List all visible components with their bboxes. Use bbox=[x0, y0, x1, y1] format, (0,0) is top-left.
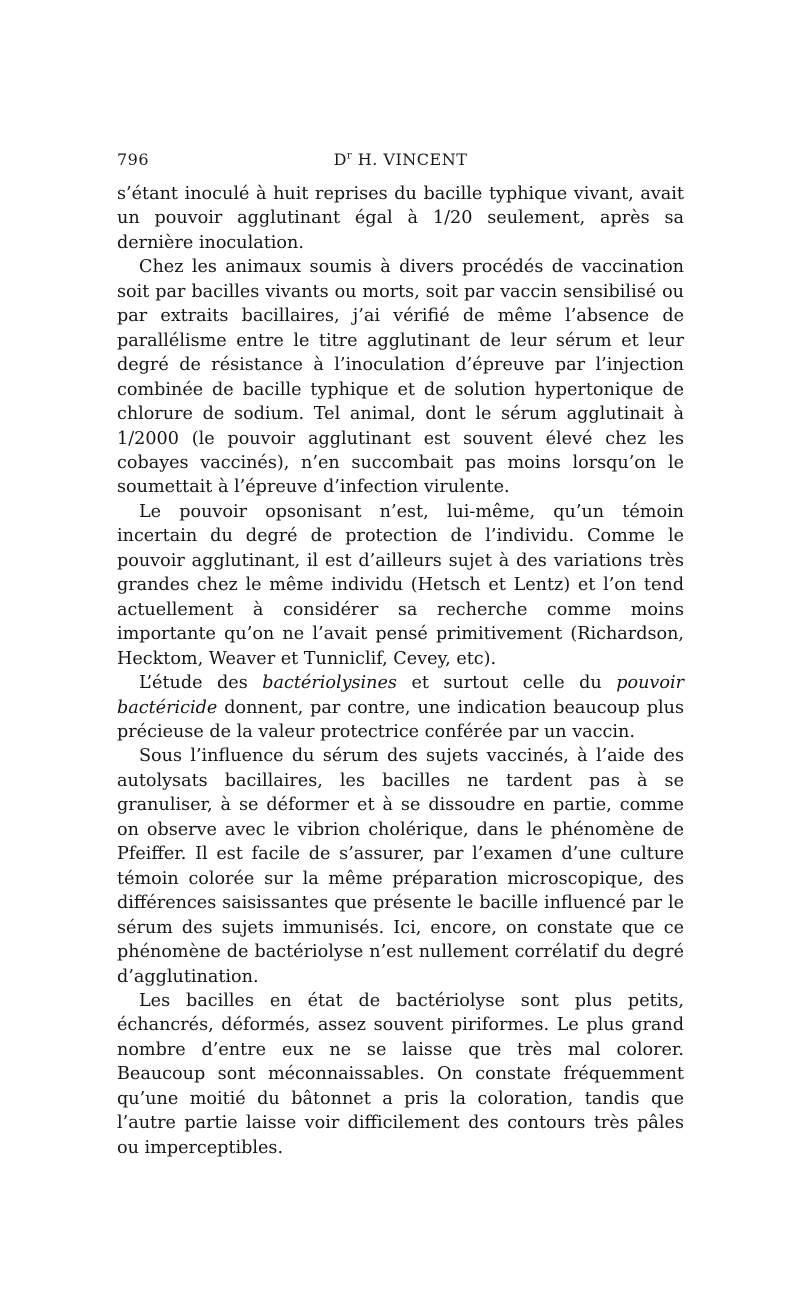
page-header bbox=[117, 150, 684, 174]
body-text bbox=[117, 182, 684, 1160]
paragraph-text-segment: et surtout celle du bbox=[396, 673, 617, 694]
paragraph-continued: s’étant inoculé à huit reprises du bacille typhique vivant, avait un pouvoir agglutinant égal à 1/20 seulement, après sa dernière inoculation. bbox=[117, 184, 684, 253]
author-prefix: D bbox=[333, 150, 347, 169]
italic-term-pouvoir-bactericide: pouvoir bactéricide bbox=[117, 673, 684, 718]
paragraph-text-segment: donnent, par contre, une indication beaucoup plus précieuse de la valeur protectrice conférée par un vaccin. bbox=[117, 697, 684, 742]
author-name: H. VINCENT bbox=[352, 150, 468, 169]
italic-term-bacteriolysines: bactériolysines bbox=[262, 673, 397, 694]
paragraph-bacteriolysis-state: Les bacilles en état de bactériolyse sont plus petits, échancrés, déformés, assez souvent piriformes. Le plus grand nombre d’entre eux ne se laisse que très mal colorer. Beaucoup sont méconnaissables. On constate fréquemment qu’une moitié du bâtonnet a pris la coloration, tandis que l’autre partie laisse voir difficilement des contours très pâles ou imperceptibles. bbox=[117, 990, 684, 1158]
page-number: 796 bbox=[117, 150, 150, 169]
paragraph-text-segment: L’étude des bbox=[139, 673, 263, 694]
running-title bbox=[117, 150, 684, 169]
paragraph-vaccination-animals: Chez les animaux soumis à divers procédés de vaccination soit par bacilles vivants ou morts, soit par vaccin sensibilisé ou par extraits bacillaires, j’ai vérifié de même l’absence de parallélisme entre le titre agglutinant de leur sérum et leur degré de résistance à l’inoculation d’épreuve par l’injection combinée de bacille typhique et de solution hypertonique de chlorure de sodium. Tel animal, dont le sérum agglutinait à 1/2000 (le pouvoir agglutinant est souvent élevé chez les cobayes vaccinés), n’en succombait pas moins lorsqu’on le soumettait à l’épreuve d’infection virulente. bbox=[117, 257, 684, 498]
author-prefix-superscript: r bbox=[346, 150, 353, 162]
paragraph-opsonic-power: Le pouvoir opsonisant n’est, lui-même, qu’un témoin incertain du degré de protection de l’individu. Comme le pouvoir agglutinant, il est d’ailleurs sujet à des variations très grandes chez le même individu (Hetsch et Lentz) et l’on tend actuellement à considérer sa recherche comme moins importante qu’on ne l’avait pensé primitivement (Richardson, Hecktom, Weaver et Tunniclif, Cevey, etc). bbox=[117, 501, 684, 669]
paragraph-serum-influence: Sous l’influence du sérum des sujets vaccinés, à l’aide des autolysats bacillaires, les bacilles ne tardent pas à se granuliser, à se déformer et à se dissoudre en partie, comme on observe avec le vibrion cholérique, dans le phénomène de Pfeiffer. Il est facile de s’assurer, par l’examen d’une culture témoin colorée sur la même préparation microscopique, des différences saisissantes que présente le bacille influencé par le sérum des sujets immunisés. Ici, encore, on constate que ce phénomène de bactériolyse n’est nullement corrélatif du degré d’agglutination. bbox=[117, 746, 684, 987]
paragraph-bacteriolysins bbox=[117, 671, 684, 744]
